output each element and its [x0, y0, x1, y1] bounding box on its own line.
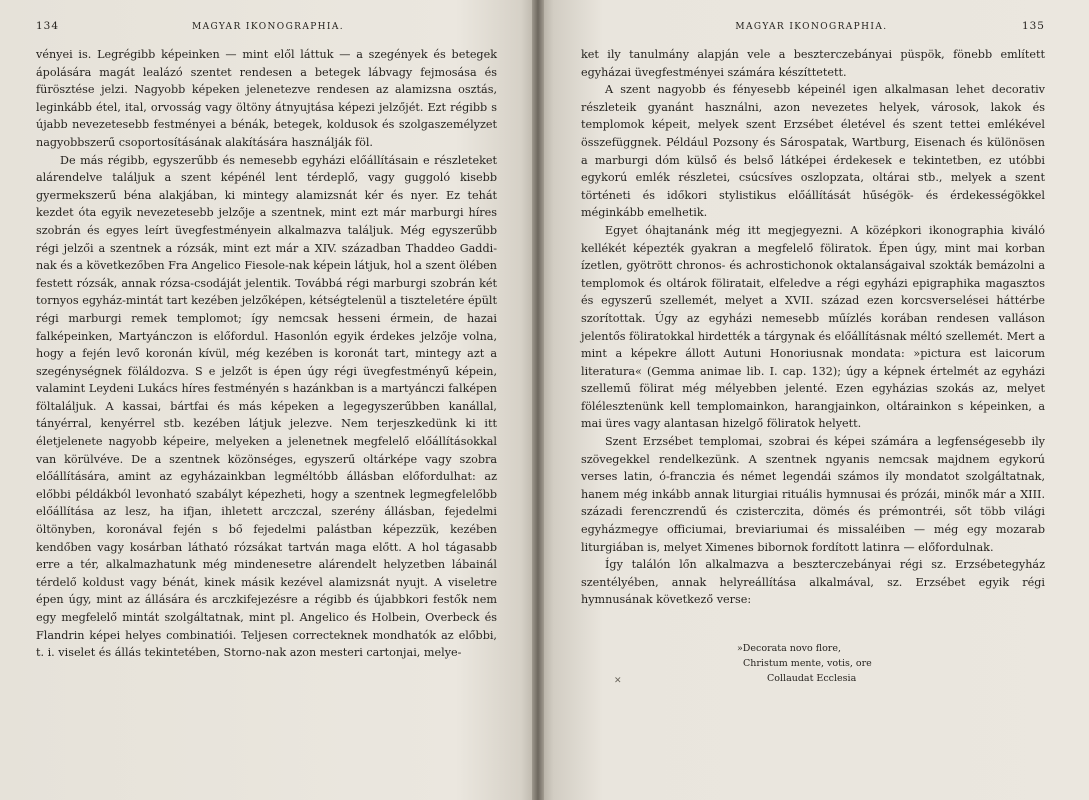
paragraph: Így találón lőn alkalmazva a beszterczebányai régi sz. Erzsébetegyház szentélyében, annak helyreállítása alkalmával, sz. Erzsébet egyik régi hymnusának következő verse:: [581, 558, 1045, 607]
right-page-header: [581, 20, 1045, 32]
paragraph: ket ily tanulmány alapján vele a beszterczebányai püspök, fönebb említett egyházai üvegfestményei számára készíttetett.: [581, 48, 1045, 79]
verse-line: Christum mente, votis, ore: [743, 658, 872, 669]
running-head: MAGYAR IKONOGRAPHIA.: [735, 22, 888, 32]
left-page: [0, 0, 537, 800]
page-number: 134: [36, 20, 60, 32]
paragraph: De más régibb, egyszerűbb és nemesebb egyházi előállításain e részleteket alárendelve találjuk a szent képénél lent térdeplő, vagy guggoló kisebb gyermekszerű béna alakjában, ki mintegy alamizsnát kér és nyer. Ez tehát kezdet óta egyik nevezetesebb jelzője a szentnek, mint ezt már marburgi híres szobrán és egyes leírt üvegfestményein alkalmazva találjuk. Még egyszerűbb régi jelzői a szentnek a rózsák, mint ezt már a XIV. században Thaddeo Gaddi-nak és a következőben Fra Angelico Fiesole-nak képein látjuk, hol a szent ölében festett rózsák, annak rózsa-csodáját jelentik. Továbbá régi marburgi szobrán két tornyos egyház-mintát tart kezében jelzőképen, kétségtelenül a tiszteletére épült régi marburgi remek templomot; így nemcsak hesseni érmein, de hazai falképeinken, Martyánczon is előfordul. Hasonlón egyik érdekes jelzője volna, hogy a fején levő koronán kívül, még kezében is koronát tart, mintegy azt a szegénységnek föláldozva. S e jelzőt is épen úgy régi üvegfestményű képein, valamint Leydeni Lukács híres festményén s hazánkban is a martyánczi falképen föltaláljuk. A kassai, bártfai és más képeken a legegyszerűbben kanállal, tányérral, kenyérrel stb. kezében látjuk jelezve. Nem terjeszkedünk ki itt életjelenete nagyobb képeire, melyeken a jelenetnek megfelelő előállításokkal van körülvéve. De a szentnek közönséges, egyszerű oltárképe vagy szobra előállítására, amint az egyházainkban legméltóbb állásban előfordulhat: az előbbi példákból levonható szabályt képezheti, hogy a szentnek legmegfelelőbb előállítása az lesz, ha ifjan, ihletett arczczal, szerény állásban, fejedelmi öltönyben, koronával fején s bő fejedelmi palástban képezzük, kezében kendőben vagy kosárban látható rózsákat tartván maga előtt. A hol tágasabb erre a tér, alkalmazhatunk még mindenesetre alárendelt helyzetben lábainál térdelő koldust vagy bénát, kinek másik kezével alamizsnát nyujt. A viseletre épen úgy, mint az állására és arczkifejezésre a régibb és újabbkori festők nem egy megfelelő mintát szolgáltatnak, mint pl. Angelico és Holbein, Overbeck és Flandrin képei helyes combinatiói. Teljesen correcteknek mondhatók az előbbi, t. i. viselet és állás tekintetében, Storno-nak azon mesteri cartonjai, melye-: [36, 153, 497, 660]
left-page-header: [36, 20, 497, 32]
page-speck: ✕: [614, 676, 622, 686]
running-head: MAGYAR IKONOGRAPHIA.: [191, 22, 345, 32]
paragraph: Egyet óhajtanánk még itt megjegyezni. A középkori ikonographia kiváló kellékét képezték gyakran a megfelelő föliratok. Épen úgy, mint mai korban ízetlen, gyötrött chronos- és achrostichonok oktalanságaival szokták bemázolni a templomok és oltárok föliratait, elfeledve a régi egyházi epigraphika magasztos és egyszerű szellemét, melyet a XVII. század ezen korcsverselései háttérbe szorítottak. Úgy az egyházi nemesebb műízlés korában rendesen valláson jelentős föliratokkal hirdették a tárgynak és előállításnak méltó szellemét. Mert a mint a képekre állott Autuni Honoriusnak mondata: »pictura est laicorum literatura« (Gemma animae lib. I. cap. 132); úgy a képnek értelmét az egyházi szellemű fölirat még mélyebben jelenté. Ezen egyházias szokás az, melyet fölélesztenünk kell templomainkon, harangjainkon, oltárainkon s képeinken, a mai üres vagy alantasan hizelgő föliratok helyett.: [581, 223, 1045, 431]
paragraph: vényei is. Legrégibb képeinken — mint elől láttuk — a szegények és betegek ápolására magát lealázó szentet rendesen a betegek lábvagy fejmosása és fürösztése jelzi. Nagyobb képeken jelenetezve rendesen az alamizsna osztás, leginkább étel, ital, orvosság vagy öltöny átnyujtása képezi jelzőjét. Ezt régibb s újabb nevezetesebb festményei a bénák, betegek, koldusok és szolgaszemélyzet nagyobbszerű csoportosításának alakítására használják föl.: [36, 48, 497, 149]
book-gutter: [532, 0, 544, 800]
paragraph: Szent Erzsébet templomai, szobrai és képei számára a legfenségesebb ily szövegekkel rendelkezünk. A szentnek ngyanis nemcsak majdnem egykorú verses latin, ó-franczia és német legendái számos ily mondatot szolgáltatnak, hanem még inkább annak liturgiai rituális hymnusai és prózái, minők már a XIII. századi ferenczrendű és czisterczita, dömés és prémontréi, sőt több világi egyházmegye officiumai, breviariumai és missaléiben — még egy mozarab liturgiában is, melyet Ximenes bibornok fordított latinra — előfordulnak.: [581, 435, 1045, 554]
left-page-body: [36, 46, 497, 662]
right-page-body: [581, 46, 1045, 609]
hymn-verse: [737, 641, 1045, 686]
verse-line: Collaudat Ecclesia: [767, 673, 857, 684]
verse-line: »Decorata novo flore,: [737, 643, 841, 654]
paragraph: A szent nagyobb és fényesebb képeinél igen alkalmasan lehet decorativ részleteik gyanánt használni, azon nevezetes helyek, városok, lakok és templomok képeit, melyek szent Erzsébet életével és szent tettei emlékével összefüggnek. Például Pozsony és Sárospatak, Wartburg, Eisenach és különösen a marburgi dóm külső és belső látképei érdekesek e tekintetben, ez utóbbi egykorú emlék részletei, csúcsíves oszlopzata, oltárai stb., melyek a szent történeti és időkori stylistikus előállítását hűségök- és érdekességökkel méginkább emelhetik.: [581, 83, 1045, 220]
right-page: [537, 0, 1089, 800]
page-number: 135: [1021, 20, 1045, 32]
